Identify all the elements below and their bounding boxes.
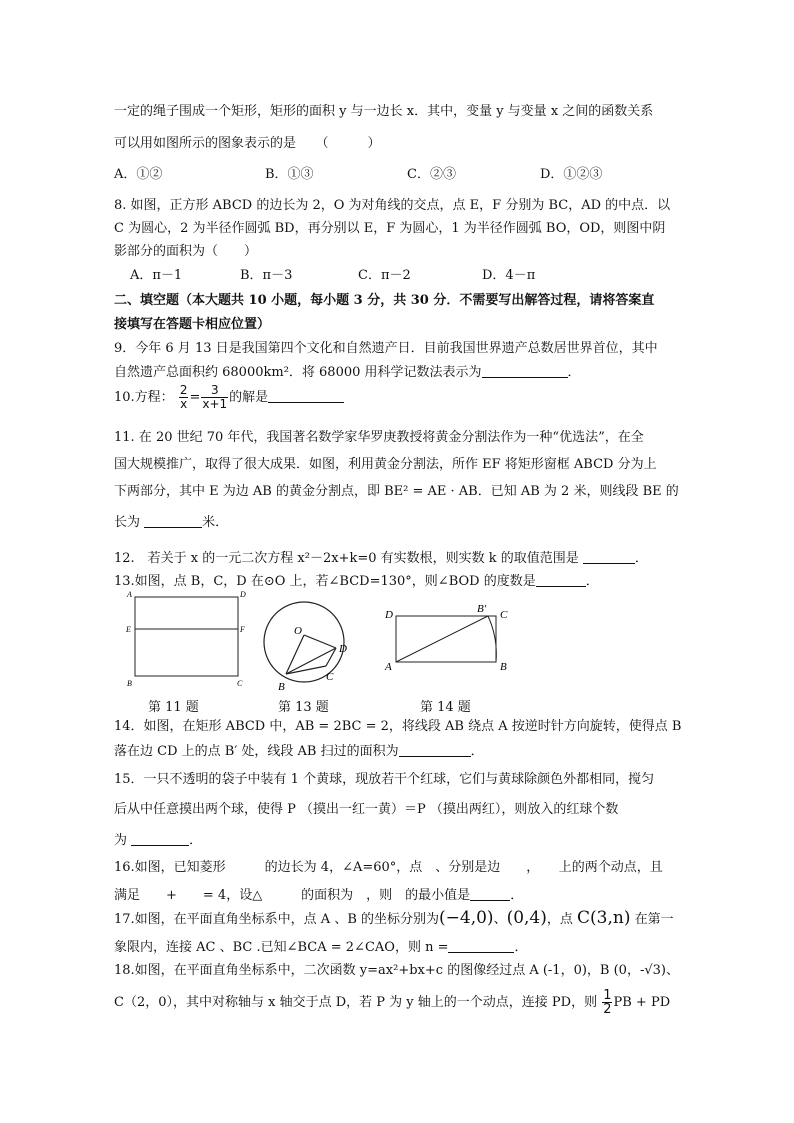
fig11-label-c: C — [237, 679, 243, 688]
q15-line1: 15．一只不透明的袋子中装有 1 个黄球，现放若干个红球，它们与黄球除颜色外都相同，搅匀 — [114, 772, 655, 787]
q8-option-a: A．π－1 — [130, 268, 183, 283]
q15-line2: 后从中任意摸出两个球，使得 P （摸出一红一黄）＝P （摸出两红），则放入的红球个数 — [114, 802, 619, 817]
q18-line2: C（2，0），其中对称轴与 x 轴交于点 D，若 P 为 y 轴上的一个动点，连接 PD，则 $\frac{1}{2}$ PB + PD — [114, 988, 671, 1017]
fig11-label-e: E — [126, 625, 131, 634]
q11-line3: 下两部分，其中 E 为边 AB 的黄金分割点，即 BE² = AE · AB．已知 AB 为 2 米，则线段 BE 的 — [114, 484, 679, 499]
fig11-label-f: F — [240, 625, 245, 634]
fig14-label-a: A — [385, 661, 392, 673]
q7-line1: 一定的绳子围成一个矩形，矩形的面积 y 与一边长 x．其中，变量 y 与变量 x 之间的函数关系 — [114, 104, 654, 119]
q16-line1: 16.如图，已知菱形 的边长为 4，∠A=60°，点 、分别是边 ， 上的两个动点，且 — [114, 860, 663, 875]
fig14-label-b-prime: B′ — [477, 603, 487, 615]
fig13-label-o: O — [294, 625, 302, 637]
q10-fraction-left: $\frac{2}{x}$ — [179, 383, 188, 411]
caption-fig14: 第 14 题 — [420, 700, 471, 715]
q9-answer-blank[interactable] — [482, 363, 568, 378]
q9-line2: 自然遗产总面积约 68000km²．将 68000 用科学记数法表示为 ． — [114, 365, 581, 380]
fig11-label-d: D — [240, 590, 246, 599]
section-heading-line1: 二、填空题（本大题共 10 小题，每小题 3 分，共 30 分．不需要写出解答过程，请将答案直 — [114, 293, 655, 308]
q7-option-b: B．①③ — [265, 167, 314, 182]
q8-line2: C 为圆心，2 为半径作圆弧 BD，再分别以 E，F 为圆心，1 为半径作圆弧 BO，OD，则图中阴 — [114, 221, 666, 236]
q13-line: 13.如图，点 B，C，D 在⊙O 上，若∠BCD=130°，则∠BOD 的度数是 ． — [114, 574, 599, 589]
fig13-label-b: B — [278, 681, 285, 693]
figure-14-rectangle-rotation — [380, 598, 520, 678]
q12-answer-blank[interactable] — [583, 549, 635, 564]
q11-line1: 11. 在 20 世纪 70 年代，我国著名数学家华罗庚教授将黄金分割法作为一种“优选法”，在全 — [114, 430, 644, 445]
q8-line1: 8. 如图，正方形 ABCD 的边长为 2，O 为对角线的交点，点 E，F 分别为 BC，AD 的中点．以 — [114, 198, 671, 213]
q10-answer-blank[interactable] — [268, 388, 344, 403]
fig13-label-d: D — [339, 643, 347, 655]
fig14-label-c: C — [500, 609, 508, 621]
q7-option-a: A．①② — [114, 167, 163, 182]
fig13-label-c: C — [326, 671, 334, 683]
fig11-label-b: B — [127, 679, 132, 688]
q7-option-d: D．①②③ — [540, 167, 603, 182]
q11-line4: 长为 米． — [114, 515, 229, 530]
q14-answer-blank[interactable] — [399, 742, 471, 757]
q9-line1: 9．今年 6 月 13 日是我国第四个文化和自然遗产日．目前我国世界遗产总数居世界首位，其中 — [114, 341, 658, 356]
q18-half-fraction: $\frac{1}{2}$ — [603, 988, 612, 1017]
q18-line1: 18.如图，在平面直角坐标系中，二次函数 y=ax²+bx+c 的图像经过点 A (-1，0)，B (0，-√3)、 — [114, 963, 679, 978]
fig11-label-a: A — [127, 590, 132, 599]
q16-line2: 满足 + = 4，设△ 的面积为 ，则 的最小值是 ． — [114, 888, 524, 903]
q17-line2: 象限内，连接 AC 、BC .已知∠BCA = 2∠CAO，则 n = ． — [114, 940, 528, 955]
q8-option-b: B．π－3 — [240, 268, 293, 283]
q14-line1: 14．如图，在矩形 ABCD 中，AB = 2BC = 2，将线段 AB 绕点 A 按逆时针方向旋转，使得点 B — [114, 719, 682, 734]
q15-answer-blank[interactable] — [131, 831, 189, 846]
q12-line: 12. 若关于 x 的一元二次方程 x²－2x+k=0 有实数根，则实数 k 的取值范围是 ． — [114, 551, 648, 566]
q15-line3: 为 ． — [114, 833, 203, 848]
q8-option-d: D．4－π — [482, 268, 536, 283]
q17-answer-blank[interactable] — [448, 938, 514, 953]
q11-line2: 国大规模推广，取得了很大成果．如图，利用黄金分割法，所作 EF 将矩形窗框 ABCD 分为上 — [114, 457, 657, 472]
section-heading-line2: 接填写在答题卡相应位置） — [114, 317, 271, 332]
caption-fig13: 第 13 题 — [278, 700, 329, 715]
q7-option-c: C．②③ — [407, 167, 456, 182]
q17-line1: 17.如图，在平面直角坐标系中，点 A 、B 的坐标分别为(−4,0)、(0,4)，点 C(3,n) 在第一 — [114, 908, 674, 928]
q8-line3: 影部分的面积为（ ） — [114, 244, 258, 259]
q11-answer-blank[interactable] — [144, 513, 202, 528]
fig14-label-d: D — [385, 609, 393, 621]
caption-fig11: 第 11 题 — [148, 700, 199, 715]
q14-line2: 落在边 CD 上的点 B′ 处，线段 AB 扫过的面积为 ． — [114, 744, 484, 759]
q10-line: 10.方程： $\frac{2}{x}$ = $\frac{3}{x+1}$ 的解是 — [114, 384, 344, 412]
fig14-label-b: B — [500, 661, 507, 673]
q10-fraction-right: $\frac{3}{x+1}$ — [202, 383, 228, 411]
q13-answer-blank[interactable] — [536, 572, 586, 587]
figure-11-rectangle — [122, 588, 248, 692]
figure-13-circle — [260, 592, 360, 696]
q7-line2: 可以用如图所示的图象表示的是 （ ） — [114, 136, 381, 151]
q8-option-c: C．π－2 — [358, 268, 411, 283]
q16-answer-blank[interactable] — [470, 886, 510, 901]
